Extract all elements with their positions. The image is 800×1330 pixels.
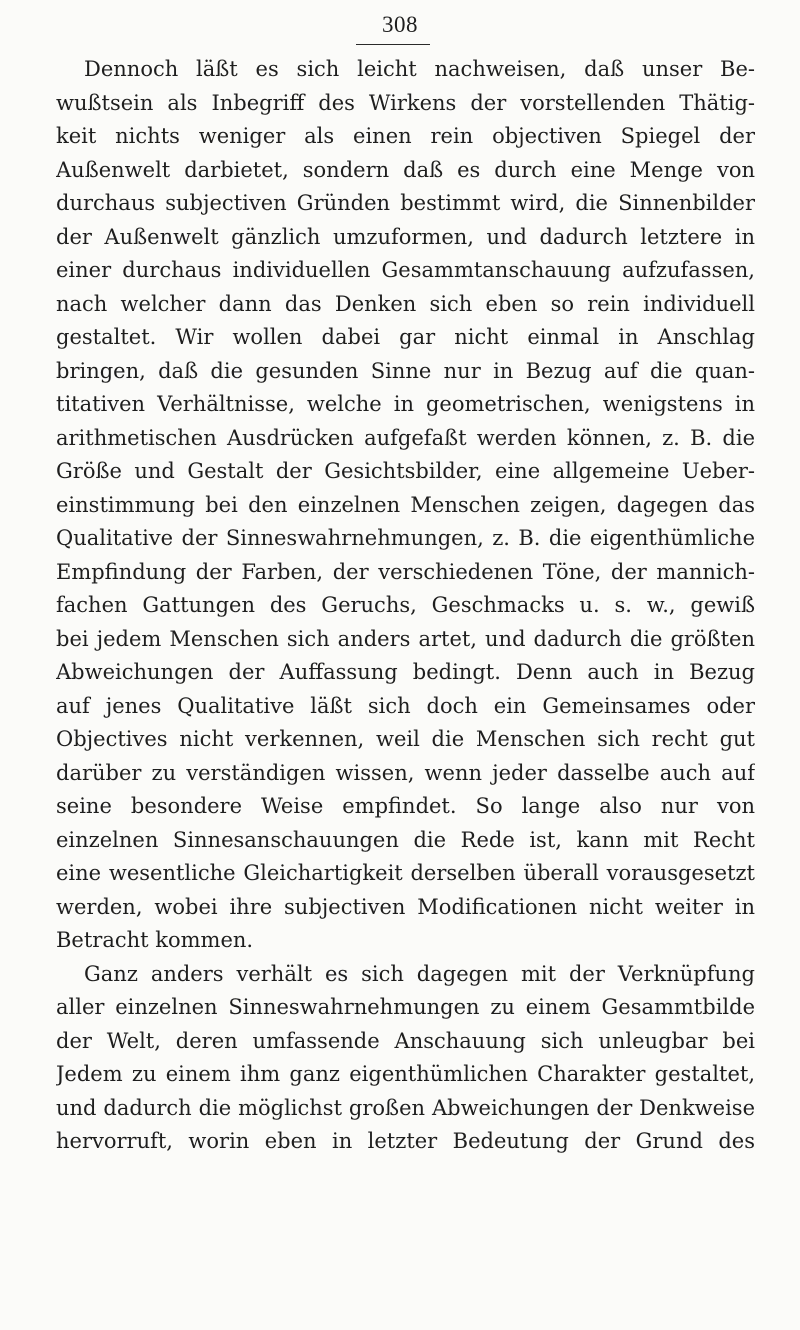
text-line: eine wesentliche Gleichartigkeit derselben überall vorausgesetzt: [56, 861, 755, 885]
text-line: wußtsein als Inbegriff des Wirkens der vorstellenden Thätig-: [56, 90, 755, 115]
text-line: fachen Gattungen des Geruchs, Geschmacks u. s. w., gewiß: [56, 593, 755, 617]
text-line: darüber zu verständigen wissen, wenn jeder dasselbe auch auf: [56, 760, 755, 785]
text-line: seine besondere Weise empfindet. So lange also nur von: [56, 794, 755, 818]
text-line: Objectives nicht verkennen, weil die Menschen sich recht gut: [56, 727, 755, 751]
text-line-last-of-paragraph: Betracht kommen.: [56, 928, 254, 952]
text-line: arithmetischen Ausdrücken aufgefaßt werden können, z. B. die: [56, 425, 755, 450]
text-line: keit nichts weniger als einen rein objectiven Spiegel der: [56, 124, 755, 148]
text-line: titativen Verhältnisse, welche in geometrischen, wenigstens in: [56, 392, 755, 416]
page-number: 308: [382, 12, 418, 37]
text-line: Empfindung der Farben, der verschiedenen Töne, der mannich-: [56, 559, 755, 584]
text-line: auf jenes Qualitative läßt sich doch ein Gemeinsames oder: [56, 693, 755, 718]
text-line: der Welt, deren umfassende Anschauung sich unleugbar bei: [56, 1028, 755, 1053]
text-line: Außenwelt darbietet, sondern daß es durch eine Menge von: [56, 157, 755, 182]
text-line: Jedem zu einem ihm ganz eigenthümlichen Charakter gestaltet,: [56, 1062, 755, 1086]
text-line: einstimmung bei den einzelnen Menschen zeigen, dagegen das: [56, 492, 755, 517]
body-text: [56, 53, 755, 1159]
text-line: Abweichungen der Auffassung bedingt. Denn auch in Bezug: [56, 660, 755, 684]
text-line: und dadurch die möglichst großen Abweichungen der Denkweise: [56, 1095, 755, 1120]
text-line: bei jedem Menschen sich anders artet, und dadurch die größten: [56, 626, 755, 651]
text-line: werden, wobei ihre subjectiven Modificationen nicht weiter in: [56, 894, 755, 919]
text-line: nach welcher dann das Denken sich eben so rein individuell: [56, 291, 755, 316]
text-line: Qualitative der Sinneswahrnehmungen, z. B. die eigenthümliche: [56, 526, 755, 550]
text-line: aller einzelnen Sinneswahrnehmungen zu einem Gesammtbilde: [56, 995, 755, 1019]
text-line: Dennoch läßt es sich leicht nachweisen, daß unser Be-: [84, 57, 755, 81]
text-line: bringen, daß die gesunden Sinne nur in Bezug auf die quan-: [56, 358, 755, 383]
text-line: hervorruft, worin eben in letzter Bedeutung der Grund des: [56, 1129, 755, 1153]
text-line: einzelnen Sinnesanschauungen die Rede ist, kann mit Recht: [56, 827, 755, 852]
text-line: der Außenwelt gänzlich umzuformen, und dadurch letztere in: [56, 224, 755, 249]
text-line: Größe und Gestalt der Gesichtsbilder, eine allgemeine Ueber-: [56, 459, 755, 483]
text-line: gestaltet. Wir wollen dabei gar nicht einmal in Anschlag: [56, 325, 755, 349]
header-rule: [356, 44, 430, 45]
text-line: einer durchaus individuellen Gesammtanschauung aufzufassen,: [56, 258, 755, 282]
text-line: durchaus subjectiven Gründen bestimmt wird, die Sinnenbilder: [56, 191, 755, 215]
text-line: Ganz anders verhält es sich dagegen mit der Verknüpfung: [84, 961, 755, 986]
